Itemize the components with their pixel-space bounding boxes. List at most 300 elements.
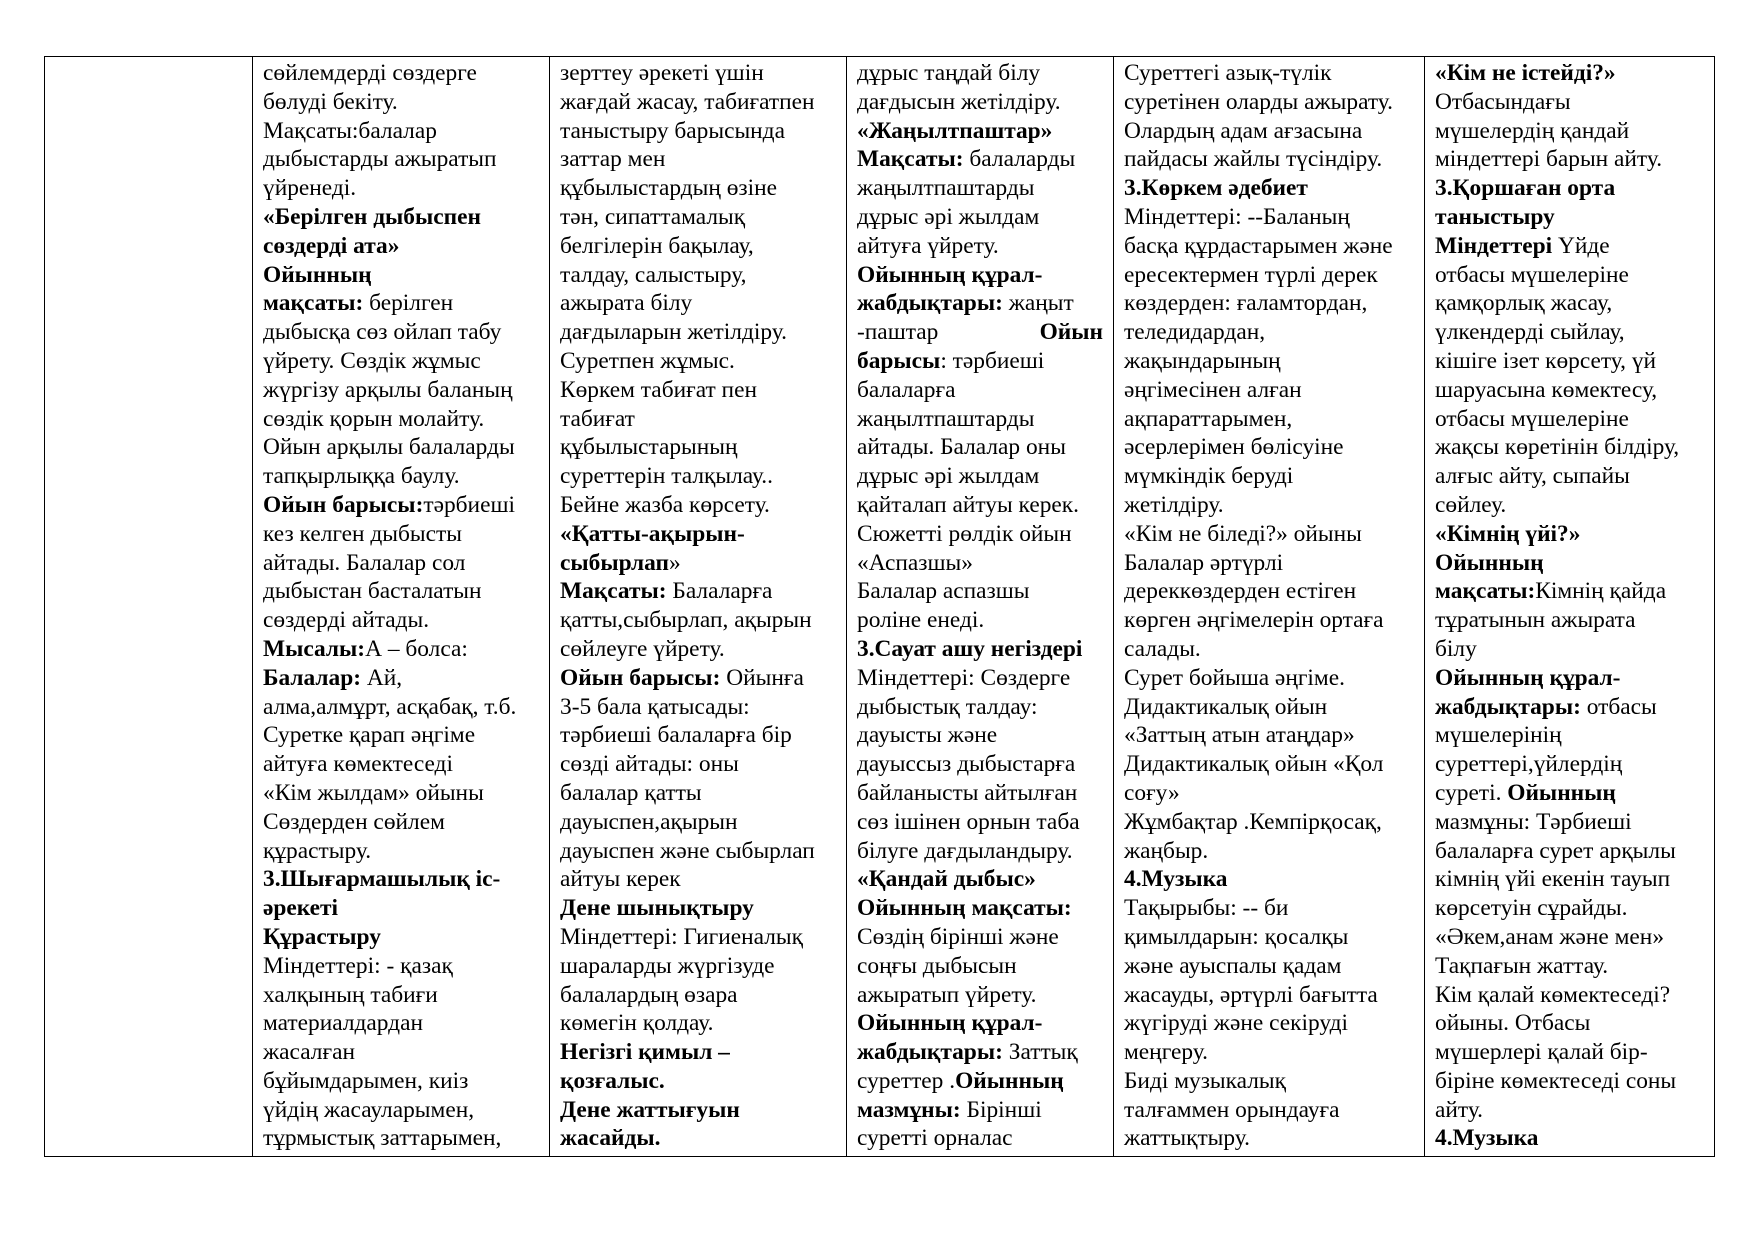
text: дауыссыз дыбыстарға <box>857 751 1076 778</box>
text-line <box>857 347 1103 376</box>
text-line <box>560 664 836 693</box>
text-line <box>1435 318 1704 347</box>
text: дыбыстық талдау: <box>857 693 1038 720</box>
text-line <box>263 1067 539 1096</box>
text: тұратынын ажырата <box>1435 607 1636 634</box>
text-line <box>263 405 539 434</box>
text-line <box>263 232 539 261</box>
text-line <box>560 376 836 405</box>
text: табиғат <box>560 405 635 432</box>
text: Ойынға <box>720 664 804 691</box>
text-line <box>1124 894 1414 923</box>
text: суретінен оларды ажырату. <box>1124 88 1393 115</box>
text-line <box>1435 693 1704 722</box>
text-line <box>1124 1038 1414 1067</box>
bold-text: «Жаңылтпаштар» <box>857 117 1053 144</box>
text-line <box>263 376 539 405</box>
bold-text: «Қатты-ақырын- <box>560 520 745 547</box>
text: Дидактикалық ойын «Қол <box>1124 751 1384 778</box>
text-line <box>857 145 1103 174</box>
text: меңгеру. <box>1124 1039 1208 1066</box>
text-line <box>857 433 1103 462</box>
text: мүшелерінің <box>1435 722 1562 749</box>
text-line <box>1124 88 1414 117</box>
text-line <box>560 1009 836 1038</box>
text-line <box>1435 462 1704 491</box>
text-line <box>857 117 1103 146</box>
text: дағдыларын жетілдіру. <box>560 319 787 346</box>
text-line <box>1435 491 1704 520</box>
text-line <box>1435 520 1704 549</box>
text-line <box>263 433 539 462</box>
text-line <box>263 520 539 549</box>
text: жүгіруді және секіруді <box>1124 1010 1349 1037</box>
text-line <box>857 635 1103 664</box>
text: Суретке қарап әңгіме <box>263 722 476 749</box>
bold-text: сөздерді ата» <box>263 232 400 259</box>
text-line <box>857 318 1103 347</box>
text-line <box>560 779 836 808</box>
text: заттар мен <box>560 146 666 173</box>
bold-text: Ойынның <box>1507 779 1616 806</box>
text-line <box>560 1038 836 1067</box>
bold-text: барысы <box>857 347 941 374</box>
text: Тақырыбы: -- би <box>1124 895 1289 922</box>
text: Үйде <box>1552 232 1610 259</box>
text-line <box>1124 405 1414 434</box>
text-line <box>560 693 836 722</box>
text: «Кім жылдам» ойыны <box>263 779 484 806</box>
text: материалдардан <box>263 1010 423 1037</box>
text-line <box>1124 808 1414 837</box>
text-line <box>263 923 539 952</box>
text-line <box>560 203 836 232</box>
bold-text: Ойынның құрал- <box>857 1010 1043 1037</box>
text: сөйлемдерді сөздерге <box>263 60 477 86</box>
text-line <box>263 261 539 290</box>
text-line <box>857 405 1103 434</box>
text-line <box>857 549 1103 578</box>
text-line <box>560 88 836 117</box>
text: дыбысқа сөз ойлап табу <box>263 319 502 346</box>
text-line <box>263 117 539 146</box>
text: қайталап айтуы керек. <box>857 491 1079 518</box>
text: » <box>669 549 681 576</box>
text-line <box>1435 606 1704 635</box>
text: байланысты айтылған <box>857 779 1078 806</box>
bold-text: Ойынның құрал- <box>857 261 1043 288</box>
text-line <box>1124 520 1414 549</box>
text-line <box>263 664 539 693</box>
text: дұрыс әрі жылдам <box>857 463 1040 490</box>
text: жаттықтыру. <box>1124 1125 1250 1152</box>
text: дауыспен және сыбырлап <box>560 837 815 864</box>
text-line <box>1124 347 1414 376</box>
text-line <box>857 1009 1103 1038</box>
text-line <box>1435 894 1704 923</box>
text: суреттерін талқылау.. <box>560 463 773 490</box>
text: тапқырлыққа баулу. <box>263 463 460 490</box>
text: Ойын арқылы балаларды <box>263 434 515 461</box>
text-line <box>857 606 1103 635</box>
text: Балалар әртүрлі <box>1124 549 1284 576</box>
text-line <box>1124 664 1414 693</box>
text: сөздік қорын молайту. <box>263 405 485 432</box>
text-line <box>857 203 1103 232</box>
text: Балаларға <box>666 578 773 605</box>
text: Жұмбақтар .Кемпірқосақ, <box>1124 808 1382 835</box>
text: суреттері,үйлердің <box>1435 751 1623 778</box>
text: пайдасы жайлы түсіндіру. <box>1124 146 1383 173</box>
text: Суреттегі азық-түлік <box>1124 60 1332 86</box>
text-line <box>263 347 539 376</box>
text-line <box>263 462 539 491</box>
text-line <box>857 520 1103 549</box>
text-line <box>1435 145 1704 174</box>
text: суреті. <box>1435 779 1508 806</box>
text: дауыспен,ақырын <box>560 808 738 835</box>
text: сөздерді айтады. <box>263 607 430 634</box>
text-line <box>1435 837 1704 866</box>
text-line <box>560 635 836 664</box>
text: отбасы мүшелеріне <box>1435 405 1629 432</box>
bold-text: Ойын барысы: <box>263 491 424 518</box>
text-line <box>560 577 836 606</box>
text-line <box>560 1067 836 1096</box>
text: мүмкіндік беруді <box>1124 463 1294 490</box>
text: Биді музыкалық <box>1124 1067 1286 1094</box>
text-line <box>857 174 1103 203</box>
text-line <box>1124 693 1414 722</box>
text-line <box>560 1096 836 1125</box>
text: Отбасындағы <box>1435 88 1571 115</box>
bold-text: таныстыру <box>1435 203 1555 230</box>
text: кімнің үйі екенін тауып <box>1435 866 1671 893</box>
table-cell-col-1 <box>45 57 253 1157</box>
text-line <box>560 433 836 462</box>
text-line <box>1124 923 1414 952</box>
text-line <box>263 1009 539 1038</box>
table-cell-col-5 <box>1114 57 1425 1157</box>
text-line <box>857 59 1103 88</box>
text-line <box>857 1124 1103 1153</box>
text-line <box>1435 549 1704 578</box>
text-line <box>857 1067 1103 1096</box>
text-line <box>560 549 836 578</box>
bold-text: мақсаты: <box>1435 578 1536 605</box>
text: дыбыстан басталатын <box>263 578 482 605</box>
text-line <box>857 88 1103 117</box>
text: үйренеді. <box>263 175 357 202</box>
text-line <box>263 549 539 578</box>
bold-text: әрекеті <box>263 895 339 922</box>
text-line <box>857 664 1103 693</box>
text-line <box>263 1124 539 1153</box>
table-cell-col-6 <box>1425 57 1715 1157</box>
text-line <box>1124 232 1414 261</box>
text: ересектермен түрлі дерек <box>1124 261 1378 288</box>
text: теледидардан, <box>1124 319 1266 346</box>
text-line <box>1124 981 1414 1010</box>
text: Тақпағын жаттау. <box>1435 952 1609 979</box>
text: Сюжетті рөлдік ойын <box>857 520 1072 547</box>
text-line <box>1124 865 1414 894</box>
text-line <box>1435 289 1704 318</box>
bold-text: 3.Көркем әдебиет <box>1124 175 1308 202</box>
bold-text: «Кім не істейді?» <box>1435 60 1616 86</box>
text: алма,алмұрт, асқабақ, т.б. <box>263 693 517 720</box>
text-line <box>263 750 539 779</box>
text-line <box>1435 577 1704 606</box>
text: салады. <box>1124 635 1201 662</box>
text-line <box>1435 750 1704 779</box>
text: жаңылтпаштарды <box>857 405 1035 432</box>
bold-text: Ойын барысы: <box>560 664 721 691</box>
text: балаларды <box>963 146 1076 173</box>
text: жасауды, әртүрлі бағытта <box>1124 981 1378 1008</box>
text: балаларға сурет арқылы <box>1435 837 1676 864</box>
text: мүшелердің қандай <box>1435 117 1630 144</box>
text-line <box>1124 577 1414 606</box>
bold-text: Ойынның құрал- <box>1435 664 1621 691</box>
text: айту. <box>1435 1096 1484 1123</box>
text-line <box>263 721 539 750</box>
text-line <box>1435 88 1704 117</box>
text: : тәрбиеші <box>940 347 1045 374</box>
text: дереккөздерден естіген <box>1124 578 1357 605</box>
text: шараларды жүргізуде <box>560 952 775 979</box>
text: жаңылтпаштарды <box>857 175 1035 202</box>
text-line <box>560 721 836 750</box>
text-line <box>560 232 836 261</box>
text-line <box>1435 203 1704 232</box>
text: «Аспазшы» <box>857 549 973 576</box>
bold-text: Ойынның <box>955 1067 1064 1094</box>
bold-text: Ойынның <box>1435 549 1544 576</box>
text-line <box>1124 1009 1414 1038</box>
text: Олардың адам ағзасына <box>1124 117 1363 144</box>
text: көрген әңгімелерін ортаға <box>1124 607 1384 634</box>
text: Көркем табиғат пен <box>560 376 757 403</box>
text-line <box>1435 808 1704 837</box>
text: «Әкем,анам және мен» <box>1435 923 1665 950</box>
text-line <box>857 952 1103 981</box>
text-line <box>857 779 1103 808</box>
text-line <box>560 952 836 981</box>
text-line <box>1435 1096 1704 1125</box>
text: суретті орналас <box>857 1125 1013 1152</box>
text-line <box>560 865 836 894</box>
bold-text: Балалар: <box>263 664 362 691</box>
text-line <box>263 1096 539 1125</box>
text-line <box>560 347 836 376</box>
text-line <box>263 59 539 88</box>
text: балалардың өзара <box>560 981 738 1008</box>
text: жағдай жасау, табиғатпен <box>560 88 815 115</box>
text-line <box>560 606 836 635</box>
text-line <box>857 865 1103 894</box>
text: айтады. Балалар сол <box>263 549 466 576</box>
text-line <box>1124 1096 1414 1125</box>
text-line <box>560 145 836 174</box>
text: әсерлерімен бөлісуіне <box>1124 434 1344 461</box>
text: роліне енеді. <box>857 607 985 634</box>
text-line <box>560 289 836 318</box>
text: көрсетуін сұрайды. <box>1435 895 1628 922</box>
text: зерттеу әрекеті үшін <box>560 60 764 86</box>
text: шаруасына көмектесу, <box>1435 376 1658 403</box>
text-line <box>1435 347 1704 376</box>
text-line <box>1124 606 1414 635</box>
bold-text: жабдықтары: <box>857 1039 1003 1066</box>
text-line <box>263 1038 539 1067</box>
text: Бейне жазба көрсету. <box>560 491 770 518</box>
text-line <box>263 894 539 923</box>
text-line <box>857 981 1103 1010</box>
text-line <box>560 750 836 779</box>
text: Мақсаты:балалар <box>263 117 437 144</box>
text-line <box>1124 145 1414 174</box>
text-line <box>1124 174 1414 203</box>
text-line <box>560 808 836 837</box>
text-line <box>1124 59 1414 88</box>
text: балаларға <box>857 376 956 403</box>
text: сөз ішінен орнын таба <box>857 808 1080 835</box>
text: Кім қалай көмектеседі? <box>1435 981 1671 1008</box>
text-line <box>1124 462 1414 491</box>
bold-text: Негізгі қимыл – <box>560 1039 730 1066</box>
text: Дидактикалық ойын <box>1124 693 1328 720</box>
text-line <box>263 693 539 722</box>
bold-text: қозғалыс. <box>560 1067 665 1094</box>
text: құбылыстарының <box>560 434 738 461</box>
text-line <box>857 261 1103 290</box>
text-line <box>560 117 836 146</box>
text-line <box>560 894 836 923</box>
text: А – болса: <box>365 635 468 662</box>
text: сөйлеу. <box>1435 491 1507 518</box>
text-line <box>1124 491 1414 520</box>
text-line <box>857 894 1103 923</box>
text: үйдің жасауларымен, <box>263 1096 475 1123</box>
text: тәрбиеші <box>423 491 515 518</box>
text: жақсы көретінін білдіру, <box>1435 434 1680 461</box>
bold-text: Міндеттері <box>1435 232 1553 259</box>
text: таныстыру барысында <box>560 117 785 144</box>
lesson-plan-table <box>44 56 1715 1157</box>
text: құбылыстардың өзіне <box>560 175 778 202</box>
text: Сурет бойыша әңгіме. <box>1124 664 1345 691</box>
text-line <box>263 491 539 520</box>
text-line <box>857 1038 1103 1067</box>
text-line <box>857 462 1103 491</box>
text-line <box>263 318 539 347</box>
bold-text: жабдықтары: <box>857 290 1003 317</box>
text: тәрбиеші балаларға бір <box>560 722 792 749</box>
text: міндеттері барын айту. <box>1435 146 1663 173</box>
text: жасалған <box>263 1039 355 1066</box>
text-line <box>1435 779 1704 808</box>
text-line <box>1435 174 1704 203</box>
text: бөлуді бекіту. <box>263 88 398 115</box>
text: бұйымдарымен, киіз <box>263 1067 469 1094</box>
text-line <box>1435 923 1704 952</box>
text: Міндеттері: --Баланың <box>1124 203 1350 230</box>
text: Бірінші <box>960 1096 1042 1123</box>
text-line <box>560 837 836 866</box>
text-line <box>857 750 1103 779</box>
text-line <box>1435 433 1704 462</box>
table-cell-col-2 <box>253 57 550 1157</box>
text: дыбыстарды ажыратып <box>263 146 497 173</box>
text-line <box>560 981 836 1010</box>
text: соғу» <box>1124 779 1180 806</box>
text: жаңбыр. <box>1124 837 1209 864</box>
text: қимылдарын: қосалқы <box>1124 923 1349 950</box>
bold-text: Дене шынықтыру <box>560 895 754 922</box>
text: Міндеттері: - қазақ <box>263 952 453 979</box>
text-line <box>1435 117 1704 146</box>
text-line <box>1435 664 1704 693</box>
text: Міндеттері: Гигиеналық <box>560 923 803 950</box>
text-line <box>1435 635 1704 664</box>
text: мүшерлері қалай бір- <box>1435 1039 1648 1066</box>
text-line <box>560 1124 836 1153</box>
text-line <box>1124 203 1414 232</box>
text: ажыратып үйрету. <box>857 981 1037 1008</box>
text: құрастыру. <box>263 837 372 864</box>
text-line <box>560 462 836 491</box>
text-line <box>263 952 539 981</box>
text: жаңыт <box>1002 290 1074 317</box>
text-line <box>1124 952 1414 981</box>
bold-text: «Берілген дыбыспен <box>263 203 481 230</box>
text-line <box>263 865 539 894</box>
text: балалар қатты <box>560 779 702 806</box>
text: тұрмыстық заттарымен, <box>263 1125 502 1152</box>
text: дұрыс таңдай білу <box>857 60 1041 86</box>
bold-text: Дене жаттығуын <box>560 1096 740 1123</box>
text-line <box>857 232 1103 261</box>
text-line <box>857 577 1103 606</box>
text-line <box>560 174 836 203</box>
text-line <box>560 261 836 290</box>
text-line <box>263 203 539 232</box>
text-line <box>857 693 1103 722</box>
text: Балалар аспазшы <box>857 578 1030 605</box>
bold-text: Мысалы: <box>263 635 366 662</box>
text-line <box>1435 952 1704 981</box>
bold-text: 3.Қоршаған орта <box>1435 175 1616 202</box>
text: жақындарының <box>1124 347 1281 374</box>
bold-text: сыбырлап <box>560 549 670 576</box>
bold-text: 4.Музыка <box>1435 1125 1539 1152</box>
text: 3-5 бала қатысады: <box>560 693 750 720</box>
table-row <box>45 57 1715 1157</box>
text-line <box>263 88 539 117</box>
text: кез келген дыбысты <box>263 520 462 547</box>
text: соңғы дыбысын <box>857 952 1017 979</box>
text-line <box>1124 635 1414 664</box>
text: білуге дағдыландыру. <box>857 837 1073 864</box>
text-line <box>1124 549 1414 578</box>
text: суреттер . <box>857 1067 956 1094</box>
text-line <box>1435 865 1704 894</box>
text-line <box>1435 261 1704 290</box>
text-line <box>1435 232 1704 261</box>
text-line <box>560 318 836 347</box>
text: айтуға үйрету. <box>857 232 999 259</box>
